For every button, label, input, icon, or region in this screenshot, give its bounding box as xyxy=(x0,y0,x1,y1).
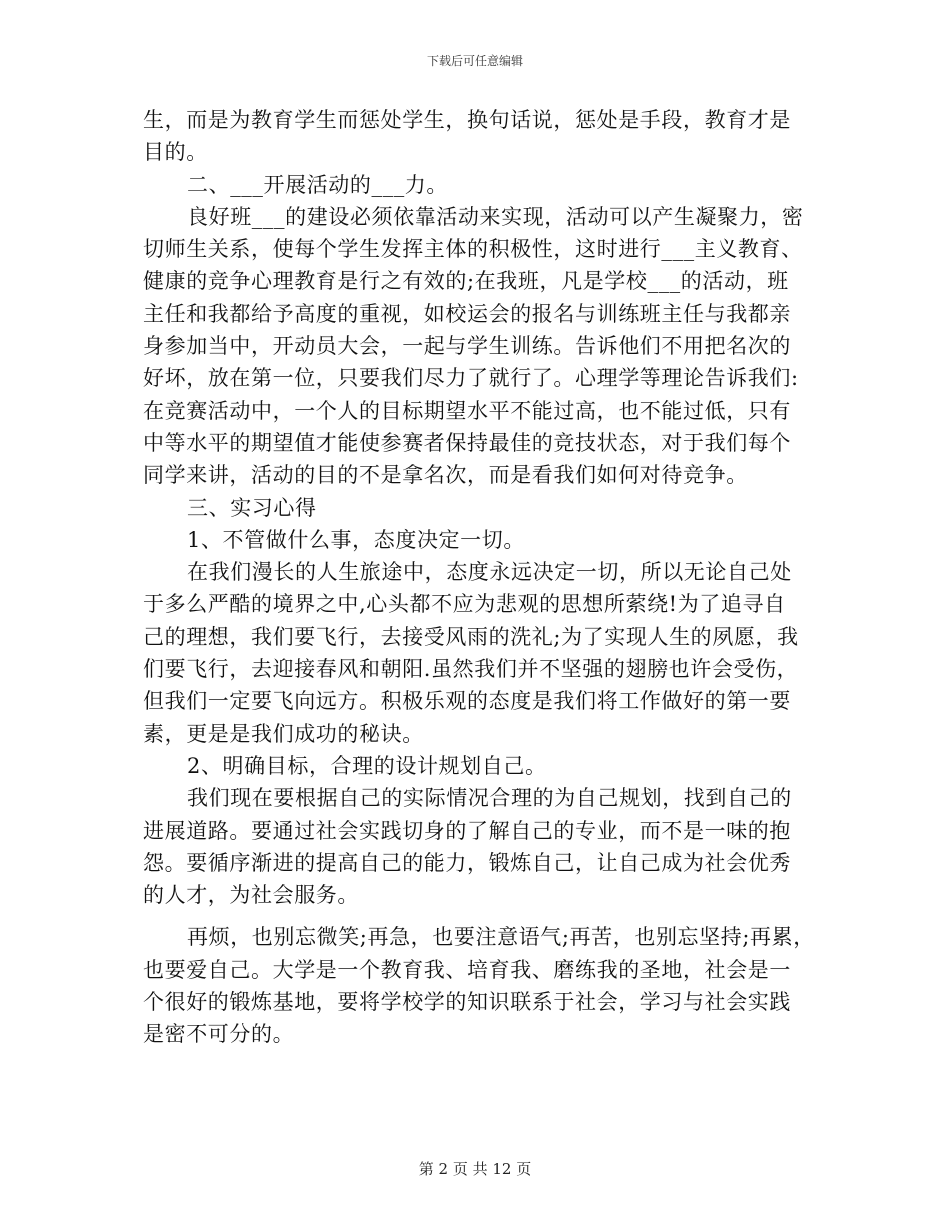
text-line: 我们现在要根据自己的实际情况合理的为自己规划，找到自己的 xyxy=(187,786,792,811)
text-line: 怨。要循序渐进的提高自己的能力，锻炼自己，让自己成为社会优秀 xyxy=(143,850,791,875)
text-line: 健康的竞争心理教育是行之有效的;在我班，凡是学校___的活动，班 xyxy=(143,269,789,294)
text-line: 身参加当中，开动员大会，一起与学生训练。告诉他们不用把名次的 xyxy=(143,334,791,359)
text-line: 是密不可分的。 xyxy=(143,1022,295,1047)
page-header: 下载后可任意编辑 xyxy=(426,54,523,68)
section-heading: 二、___开展活动的___力。 xyxy=(187,172,448,197)
text-line: 在竞赛活动中，一个人的目标期望水平不能过高，也不能过低，只有 xyxy=(143,398,791,423)
text-line: 目的。 xyxy=(143,140,208,165)
text-line: 中等水平的期望值才能使参赛者保持最佳的竞技状态，对于我们每个 xyxy=(143,430,791,455)
text-line: 但我们一定要飞向远方。积极乐观的态度是我们将工作做好的第一要 xyxy=(143,689,791,714)
text-line: 于多么严酷的境界之中,心头都不应为悲观的思想所萦绕!为了追寻自 xyxy=(143,592,786,617)
subsection-heading: 2、明确目标，合理的设计规划自己。 xyxy=(187,753,547,778)
text-line: 己的理想，我们要飞行，去接受风雨的洗礼;为了实现人生的夙愿，我 xyxy=(143,624,799,649)
text-line: 良好班___的建设必须依靠活动来实现，活动可以产生凝聚力，密 xyxy=(187,204,804,229)
subsection-heading: 1、不管做什么事，态度决定一切。 xyxy=(187,527,525,552)
text-line: 个很好的锻炼基地，要将学校学的知识联系于社会，学习与社会实践 xyxy=(143,990,791,1015)
text-line: 生，而是为教育学生而惩处学生，换句话说，惩处是手段，教育才是 xyxy=(143,108,791,132)
text-line: 同学来讲，活动的目的不是拿名次，而是看我们如何对待竞争。 xyxy=(143,463,748,488)
text-line: 也要爱自己。大学是一个教育我、培育我、磨练我的圣地，社会是一 xyxy=(143,957,791,982)
text-line: 好坏，放在第一位，只要我们尽力了就行了。心理学等理论告诉我们: xyxy=(143,366,799,391)
document-body xyxy=(143,104,813,1051)
text-line: 素，更是是我们成功的秘诀。 xyxy=(143,721,424,746)
text-line: 在我们漫长的人生旅途中，态度永远决定一切，所以无论自己处 xyxy=(187,560,792,585)
text-line: 切师生关系，使每个学生发挥主体的积极性，这时进行___主义教育、 xyxy=(143,237,803,262)
text-line: 主任和我都给予高度的重视，如校运会的报名与训练班主任与我都亲 xyxy=(143,301,791,326)
page-number: 第 2 页 共 12 页 xyxy=(418,1160,532,1178)
text-line: 的人才，为社会服务。 xyxy=(143,883,359,908)
section-heading: 三、实习心得 xyxy=(187,495,317,520)
text-line: 再烦，也别忘微笑;再急，也要注意语气;再苦，也别忘坚持;再累， xyxy=(187,925,815,950)
text-line: 们要飞行，去迎接春风和朝阳.虽然我们并不坚强的翅膀也许会受伤， xyxy=(143,657,799,682)
text-line: 进展道路。要通过社会实践切身的了解自己的专业，而不是一味的抱 xyxy=(143,818,791,843)
